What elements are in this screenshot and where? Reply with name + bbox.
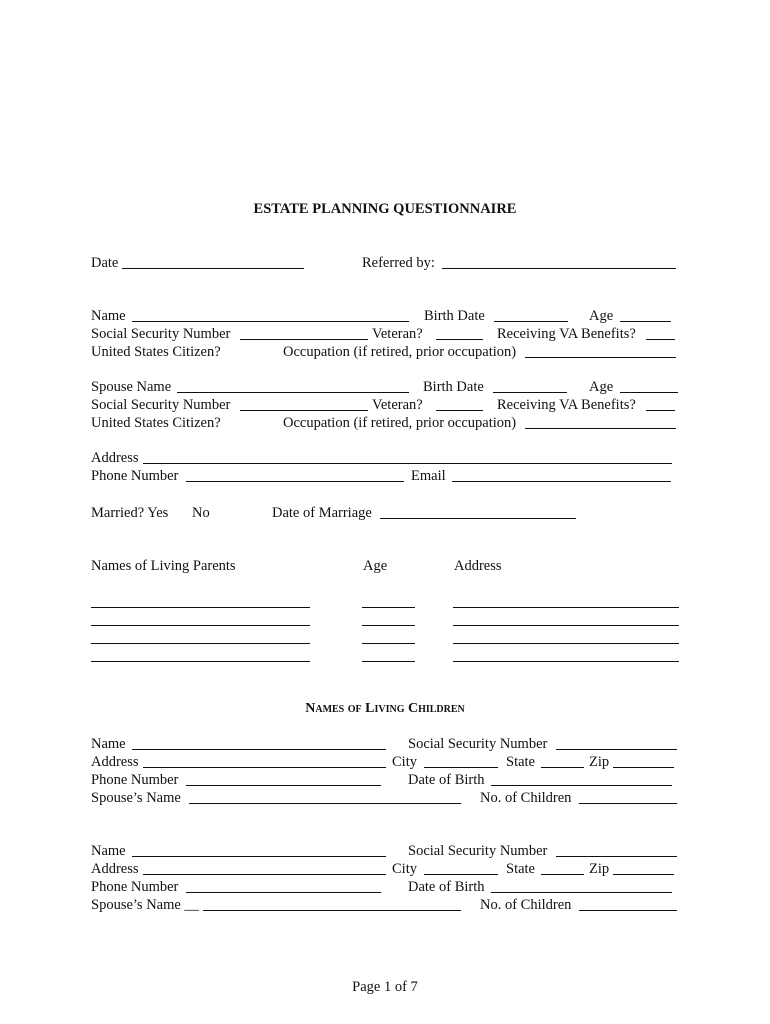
child-ssn-label: Social Security Number <box>408 736 548 752</box>
child-address-field[interactable] <box>143 767 386 768</box>
child-num-children-label: No. of Children <box>480 897 572 913</box>
child-spouse-label: Spouse’s Name <box>91 790 181 806</box>
child-address-label: Address <box>91 861 139 877</box>
spouse-va-benefits-field[interactable] <box>646 410 675 411</box>
married-yes-label[interactable]: Married? Yes <box>91 505 169 521</box>
child-zip-field[interactable] <box>613 874 674 875</box>
spouse-citizen-label: United States Citizen? <box>91 415 221 431</box>
referred-by-label: Referred by: <box>362 255 435 271</box>
parent-name-field[interactable] <box>91 607 310 608</box>
client-veteran-field[interactable] <box>436 339 483 340</box>
parents-names-header: Names of Living Parents <box>91 558 236 574</box>
child-city-field[interactable] <box>424 767 498 768</box>
child-address-field[interactable] <box>143 874 386 875</box>
client-age-label: Age <box>589 308 614 324</box>
email-field[interactable] <box>452 481 671 482</box>
child-ssn-field[interactable] <box>556 749 677 750</box>
parent-age-field[interactable] <box>362 643 415 644</box>
child-name-field[interactable] <box>132 856 386 857</box>
child-zip-label: Zip <box>589 754 610 770</box>
date-field[interactable] <box>122 268 304 269</box>
address-label: Address <box>91 450 139 466</box>
child-name-field[interactable] <box>132 749 386 750</box>
spouse-veteran-field[interactable] <box>436 410 483 411</box>
spouse-birth-date-field[interactable] <box>493 392 567 393</box>
child-state-field[interactable] <box>541 767 584 768</box>
married-no-label[interactable]: No <box>192 505 210 521</box>
parent-age-field[interactable] <box>362 625 415 626</box>
client-age-field[interactable] <box>620 321 671 322</box>
child-name-label: Name <box>91 843 126 859</box>
spouse-name-field[interactable] <box>177 392 409 393</box>
parent-address-field[interactable] <box>453 607 679 608</box>
child-num-children-field[interactable] <box>579 803 677 804</box>
spouse-age-field[interactable] <box>620 392 678 393</box>
child-ssn-label: Social Security Number <box>408 843 548 859</box>
parent-address-field[interactable] <box>453 625 679 626</box>
child-dob-field[interactable] <box>491 892 672 893</box>
spouse-ssn-field[interactable] <box>240 410 368 411</box>
phone-label: Phone Number <box>91 468 179 484</box>
spouse-ssn-label: Social Security Number <box>91 397 231 413</box>
child-state-label: State <box>506 754 535 770</box>
client-name-label: Name <box>91 308 126 324</box>
child-phone-field[interactable] <box>186 892 381 893</box>
page-title: ESTATE PLANNING QUESTIONNAIRE <box>253 201 517 217</box>
child-spouse-label: Spouse’s Name __ <box>91 897 199 913</box>
client-ssn-label: Social Security Number <box>91 326 231 342</box>
child-dob-label: Date of Birth <box>408 879 485 895</box>
email-label: Email <box>411 468 446 484</box>
date-of-marriage-field[interactable] <box>380 518 576 519</box>
parent-address-field[interactable] <box>453 661 679 662</box>
client-birth-date-field[interactable] <box>494 321 568 322</box>
address-field[interactable] <box>143 463 672 464</box>
child-phone-field[interactable] <box>186 785 381 786</box>
client-occupation-label: Occupation (if retired, prior occupation) <box>283 344 517 360</box>
child-city-label: City <box>392 861 417 877</box>
date-label: Date <box>91 255 119 271</box>
page-number: Page 1 of 7 <box>352 979 418 995</box>
child-num-children-field[interactable] <box>579 910 677 911</box>
child-spouse-field[interactable] <box>203 910 461 911</box>
client-occupation-field[interactable] <box>525 357 676 358</box>
child-spouse-field[interactable] <box>189 803 461 804</box>
parent-name-field[interactable] <box>91 625 310 626</box>
spouse-va-benefits-label: Receiving VA Benefits? <box>497 397 636 413</box>
child-city-field[interactable] <box>424 874 498 875</box>
client-veteran-label: Veteran? <box>372 326 423 342</box>
spouse-age-label: Age <box>589 379 614 395</box>
referred-by-field[interactable] <box>442 268 676 269</box>
children-section-title: Names of Living Children <box>305 701 465 716</box>
parent-name-field[interactable] <box>91 643 310 644</box>
child-zip-label: Zip <box>589 861 610 877</box>
date-of-marriage-label: Date of Marriage <box>272 505 372 521</box>
parent-name-field[interactable] <box>91 661 310 662</box>
child-state-field[interactable] <box>541 874 584 875</box>
spouse-occupation-label: Occupation (if retired, prior occupation) <box>283 415 517 431</box>
client-ssn-field[interactable] <box>240 339 368 340</box>
spouse-occupation-field[interactable] <box>525 428 676 429</box>
parent-address-field[interactable] <box>453 643 679 644</box>
client-name-field[interactable] <box>132 321 409 322</box>
child-name-label: Name <box>91 736 126 752</box>
child-zip-field[interactable] <box>613 767 674 768</box>
client-birth-date-label: Birth Date <box>424 308 485 324</box>
parents-address-header: Address <box>454 558 502 574</box>
child-phone-label: Phone Number <box>91 879 179 895</box>
spouse-name-label: Spouse Name <box>91 379 172 395</box>
client-va-benefits-field[interactable] <box>646 339 675 340</box>
client-citizen-label: United States Citizen? <box>91 344 221 360</box>
parents-age-header: Age <box>363 558 388 574</box>
child-phone-label: Phone Number <box>91 772 179 788</box>
parent-age-field[interactable] <box>362 661 415 662</box>
child-dob-field[interactable] <box>491 785 672 786</box>
child-dob-label: Date of Birth <box>408 772 485 788</box>
child-ssn-field[interactable] <box>556 856 677 857</box>
parent-age-field[interactable] <box>362 607 415 608</box>
spouse-veteran-label: Veteran? <box>372 397 423 413</box>
child-num-children-label: No. of Children <box>480 790 572 806</box>
child-state-label: State <box>506 861 535 877</box>
spouse-birth-date-label: Birth Date <box>423 379 484 395</box>
phone-field[interactable] <box>186 481 404 482</box>
child-city-label: City <box>392 754 417 770</box>
client-va-benefits-label: Receiving VA Benefits? <box>497 326 636 342</box>
child-address-label: Address <box>91 754 139 770</box>
